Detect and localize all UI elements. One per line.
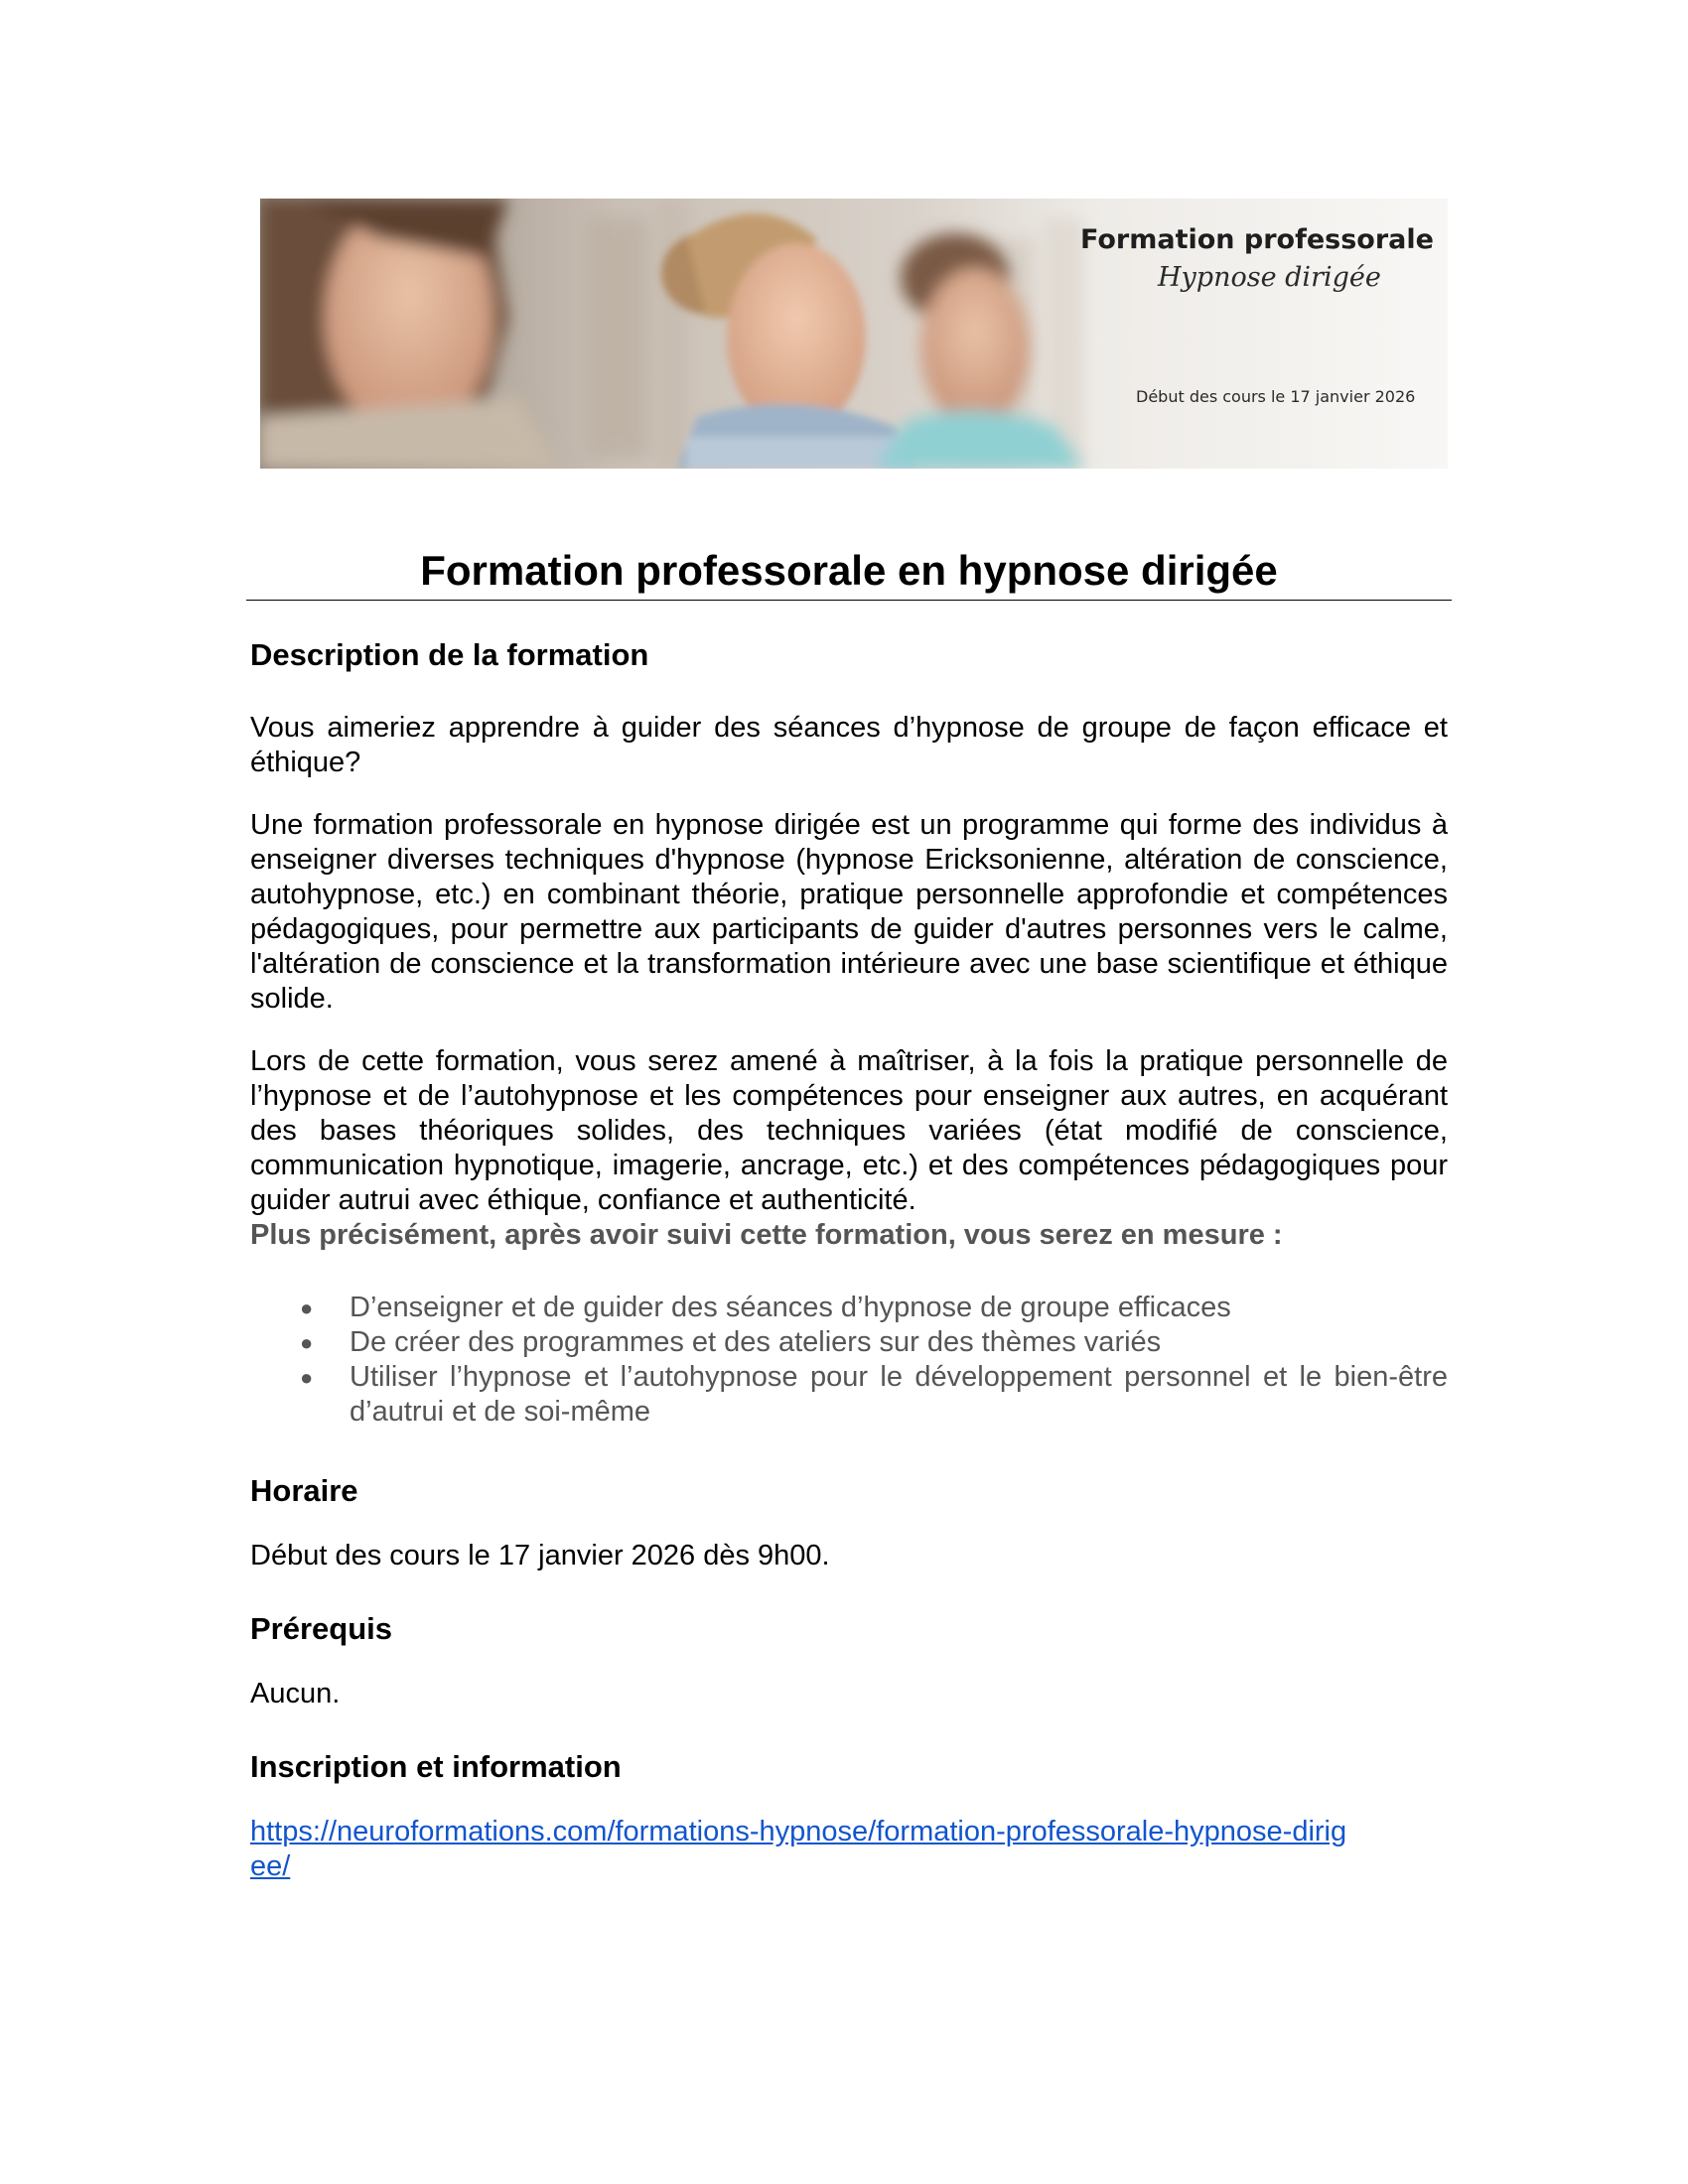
- description-paragraph-1: Vous aimeriez apprendre à guider des séances d’hypnose de groupe de façon efficace et éthique?: [250, 712, 1448, 778]
- objective-text: De créer des programmes et des ateliers sur des thèmes variés: [350, 1326, 1162, 1358]
- objectives-list: [250, 1291, 1448, 1430]
- banner-subtitle: Hypnose dirigée: [1158, 262, 1381, 293]
- registration-heading: Inscription et information: [250, 1749, 622, 1784]
- description-heading: Description de la formation: [250, 637, 649, 672]
- prerequisites-text: Aucun.: [250, 1678, 341, 1709]
- registration-link-wrap: [250, 1815, 1362, 1884]
- title-divider: [246, 600, 1452, 601]
- banner-date: Début des cours le 17 janvier 2026: [1136, 387, 1416, 406]
- list-item: [250, 1291, 1448, 1325]
- list-item: [250, 1360, 1448, 1430]
- document-body: [250, 635, 1448, 1884]
- objective-text: D’enseigner et de guider des séances d’hypnose de groupe efficaces: [350, 1292, 1231, 1323]
- description-paragraph-3: Lors de cette formation, vous serez amené à maîtriser, à la fois la pratique personnelle de l’hypnose et de l’autohypnose et les compétences pour enseigner aux autres, en acquérant des bases théoriques solides, des techniques variées (état modifié de conscience, communication hypnotique, imagerie, ancrage, etc.) et des compétences pédagogiques pour guider autrui avec éthique, confiance et authenticité.: [250, 1045, 1448, 1216]
- objective-text: Utiliser l’hypnose et l’autohypnose pour le développement personnel et le bien-être d’autrui et de soi-même: [350, 1361, 1448, 1428]
- bullet-icon: ●: [300, 1365, 314, 1390]
- objectives-intro: Plus précisément, après avoir suivi cette formation, vous serez en mesure :: [250, 1219, 1283, 1251]
- prerequisites-heading: Prérequis: [250, 1611, 393, 1646]
- header-banner: [260, 199, 1448, 469]
- description-paragraph-2: Une formation professorale en hypnose dirigée est un programme qui forme des individus à enseigner diverses techniques d'hypnose (hypnose Ericksonienne, altération de conscience, autohypnose, etc.) en combinant théorie, pratique personnelle approfondie et compétences pédagogiques, pour permettre aux participants de guider d'autres personnes vers le calme, l'altération de conscience et la transformation intérieure avec une base scientifique et éthique solide.: [250, 809, 1448, 1015]
- page-title: Formation professorale en hypnose dirigée: [420, 547, 1278, 594]
- bullet-icon: ●: [300, 1296, 314, 1320]
- bullet-icon: ●: [300, 1330, 314, 1355]
- schedule-text: Début des cours le 17 janvier 2026 dès 9h00.: [250, 1540, 830, 1571]
- list-item: [250, 1325, 1448, 1360]
- banner-title: Formation professorale: [1080, 224, 1434, 255]
- registration-link[interactable]: https://neuroformations.com/formations-hypnose/formation-professorale-hypnose-dirigee/: [250, 1816, 1347, 1882]
- schedule-heading: Horaire: [250, 1473, 358, 1508]
